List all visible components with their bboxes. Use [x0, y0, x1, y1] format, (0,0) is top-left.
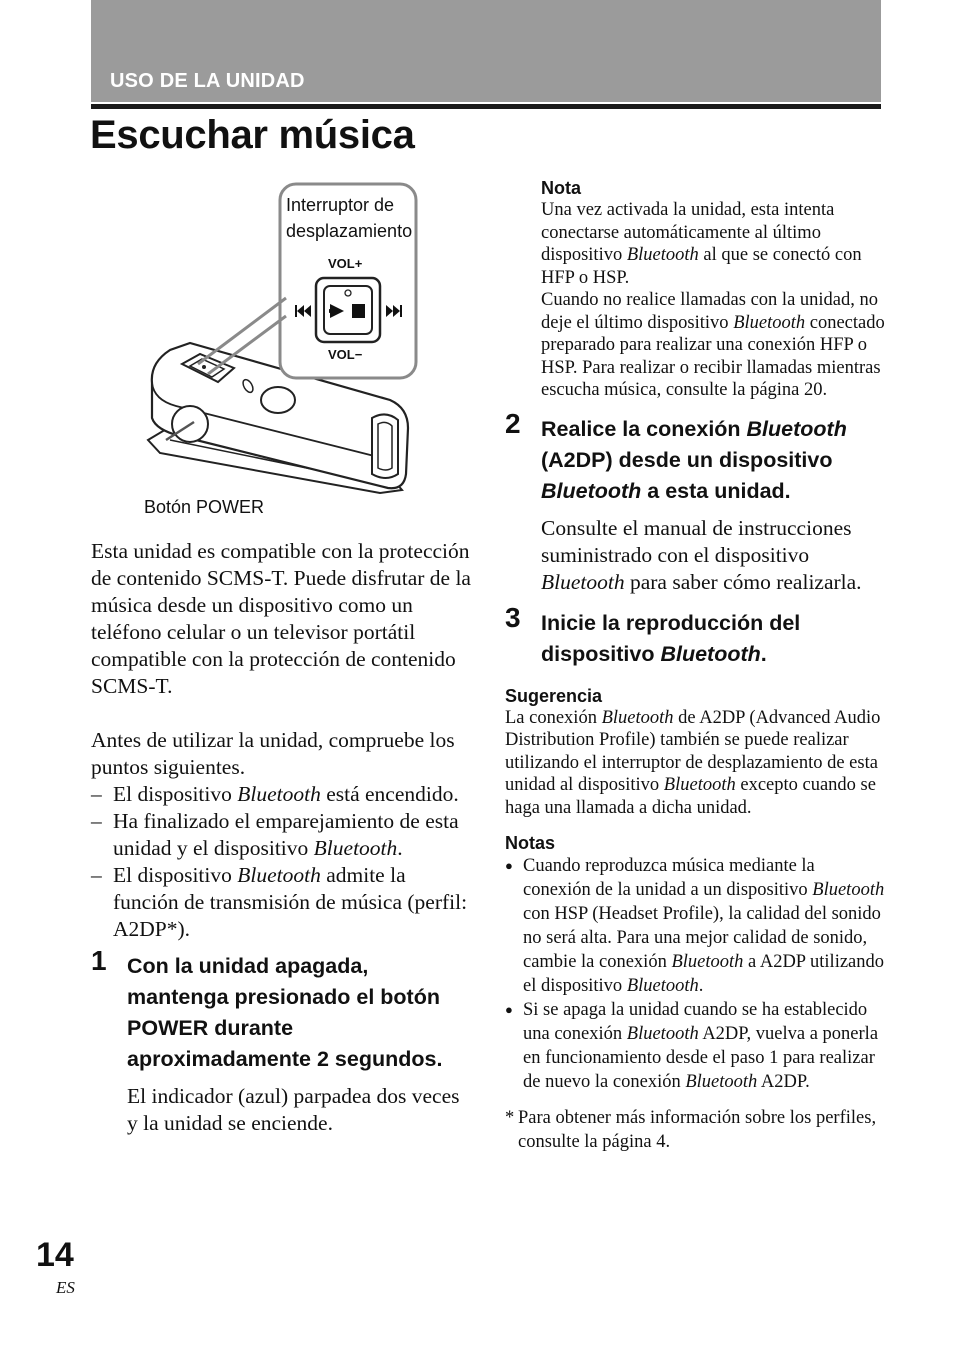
notas-title: Notas: [505, 833, 556, 853]
list-item: – El dispositivo Bluetooth está encendido.: [91, 781, 471, 808]
vol-plus-label: VOL+: [328, 256, 363, 271]
check-list: [91, 781, 471, 943]
notas-block: [505, 833, 885, 1094]
step-1-result: El indicador (azul) parpadea dos veces y la unidad se enciende.: [127, 1084, 460, 1135]
notas-list: [505, 854, 885, 1094]
check-intro: Antes de utilizar la unidad, compruebe los puntos siguientes.: [91, 728, 455, 779]
list-item: – Ha finalizado el emparejamiento de esta unidad y el dispositivo Bluetooth.: [91, 808, 471, 862]
header-rule: [91, 104, 881, 109]
step-2: [505, 407, 885, 596]
list-item: ● Cuando reproduzca música mediante la conexión de la unidad a un dispositivo Bluetooth con HSP (Headset Profile), la calidad del sonido no será alta. Para una mejor calidad de sonido, cambie la conexión Bluetooth a A2DP utilizando el dispositivo Bluetooth.: [505, 854, 885, 998]
step-1: [91, 945, 471, 1137]
left-column: [91, 538, 471, 1137]
nota-block: [505, 178, 885, 402]
step-2-body: Consulte el manual de instrucciones suministrado con el dispositivo Bluetooth para saber cómo realizarla.: [541, 515, 862, 594]
step-number: 3: [505, 601, 521, 633]
list-item: ● Si se apaga la unidad cuando se ha establecido una conexión Bluetooth A2DP, vuelva a ponerla en funcionamiento desde el paso 1 para realizar de nuevo la conexión Bluetooth A2DP.: [505, 998, 885, 1094]
list-item: – El dispositivo Bluetooth admite la función de transmisión de música (perfil: A2DP*).: [91, 862, 471, 943]
nota-paragraph-2: Cuando no realice llamadas con la unidad, no deje el último dispositivo Bluetooth conectado preparado para realizar una conexión HFP o HSP. Para realizar o recibir llamadas mientras escucha música, consulte la página 20.: [541, 290, 885, 400]
step-3: [505, 601, 885, 670]
switch-label-line2: desplazamiento: [286, 221, 413, 241]
nota-paragraph-1: Una vez activada la unidad, esta intenta conectarse automáticamente al último dispositivo Bluetooth al que se conectó con HFP o HSP.: [541, 200, 862, 288]
switch-label-line1: Interruptor de: [286, 195, 395, 215]
tip-title: Sugerencia: [505, 685, 603, 706]
page-title: Escuchar música: [90, 113, 415, 157]
section-label: USO DE LA UNIDAD: [110, 70, 305, 92]
intro-paragraph: Esta unidad es compatible con la protección de contenido SCMS-T. Puede disfrutar de la música desde un dispositivo como un teléfono celular o un televisor portátil compatible con la protección de contenido SCMS-T.: [91, 539, 471, 698]
language-code: ES: [56, 1278, 75, 1297]
footnote: * Para obtener más información sobre los perfiles, consulte la página 4.: [505, 1108, 877, 1152]
power-button-label: Botón POWER: [144, 497, 265, 517]
nota-title: Nota: [541, 178, 581, 198]
vol-minus-label: VOL−: [328, 347, 363, 362]
step-2-instruction: Realice la conexión Bluetooth (A2DP) desde un dispositivo Bluetooth a esta unidad.: [541, 416, 847, 503]
device-illustration: [90, 178, 470, 523]
right-column: [505, 178, 885, 1154]
step-number: 2: [505, 407, 521, 439]
step-number: 1: [91, 945, 107, 976]
step-3-instruction: Inicie la reproducción del dispositivo Bluetooth.: [541, 610, 801, 666]
round-button-icon: [261, 387, 295, 413]
page-number: 14: [36, 1236, 74, 1274]
tip-block: [505, 686, 885, 820]
device-drawing: [90, 178, 470, 523]
step-1-instruction: Con la unidad apagada, mantenga presionado el botón POWER durante aproximadamente 2 segundos.: [127, 954, 443, 1071]
tip-paragraph: La conexión Bluetooth de A2DP (Advanced Audio Distribution Profile) también se puede realizar utilizando el interruptor de desplazamiento de esta unidad al dispositivo Bluetooth excepto cuando se haga una llamada a dicha unidad.: [505, 707, 881, 818]
